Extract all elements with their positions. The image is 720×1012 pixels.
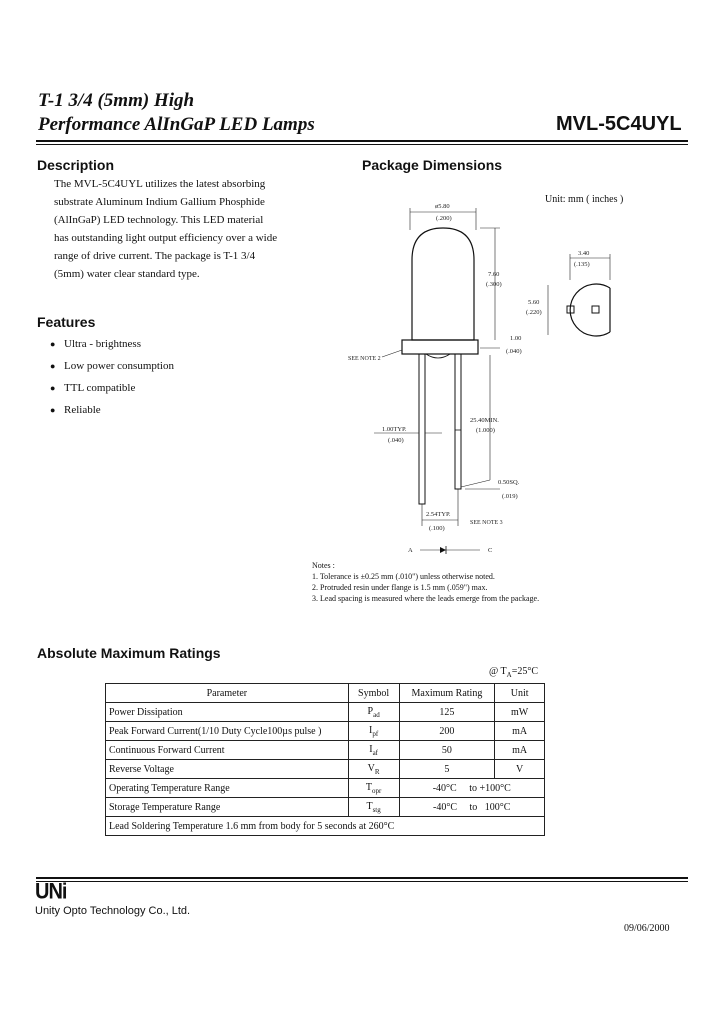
column-header: Unit <box>495 684 545 703</box>
flange-in: (.040) <box>506 348 522 355</box>
table-row <box>106 703 545 722</box>
description-body <box>54 175 304 283</box>
title-line-2: Performance AlInGaP LED Lamps <box>38 114 315 135</box>
spacing-dimension <box>422 489 458 526</box>
package-drawing <box>330 190 630 560</box>
bullet-icon: ● <box>50 383 56 393</box>
param-cell: Storage Temperature Range <box>106 798 349 817</box>
spacing-in: (.100) <box>429 525 445 532</box>
description-line: range of drive current. The package is T-1 3/4 <box>54 250 256 262</box>
symbol-cell: $I_{af}$ <box>348 741 399 760</box>
rating-cell: 5 <box>399 760 495 779</box>
see-note-3-label: SEE NOTE 3 <box>470 520 503 526</box>
features-list <box>50 333 290 421</box>
cathode-label: C <box>488 547 493 554</box>
bullet-icon: ● <box>50 361 56 371</box>
lead-length-in: (1.000) <box>476 427 495 434</box>
description-line: has outstanding light output efficiency over a wide <box>54 232 278 244</box>
package-heading: Package Dimensions <box>362 157 503 173</box>
see-note-2-label: SEE NOTE 2 <box>348 356 381 362</box>
footer-rule-thick <box>36 877 688 879</box>
feature-text: Reliable <box>64 404 101 416</box>
table-row <box>106 722 545 741</box>
bullet-icon: ● <box>50 339 56 349</box>
feature-item <box>50 333 290 355</box>
rating-cell: 125 <box>399 703 495 722</box>
body-height-in: (.300) <box>486 281 502 288</box>
unit-label: Unit: mm ( inches ) <box>545 194 624 205</box>
table-row <box>106 817 545 836</box>
spacing-mm: 2.54TYP. <box>426 511 451 518</box>
notes-title: Notes : <box>312 561 335 570</box>
body-height-mm: 7.60 <box>488 271 500 278</box>
notes-block <box>312 560 612 604</box>
param-cell: Continuous Forward Current <box>106 741 349 760</box>
description-heading: Description <box>37 157 115 173</box>
rating-cell: 50 <box>399 741 495 760</box>
param-cell: Operating Temperature Range <box>106 779 349 798</box>
anode-label: A <box>408 547 413 554</box>
led-flange <box>402 340 478 354</box>
param-cell: Power Dissipation <box>106 703 349 722</box>
description-line: substrate Aluminum Indium Gallium Phosphide <box>54 196 265 208</box>
lead-thickness-mm: 0.50SQ. <box>498 479 520 486</box>
lead-length-mm: 25.40MIN. <box>470 417 499 424</box>
column-header: Symbol <box>348 684 399 703</box>
side-dia-in: (.220) <box>526 309 542 316</box>
unit-cell: mW <box>495 703 545 722</box>
description-line: The MVL-5C4UYL utilizes the latest absorbing <box>54 178 266 190</box>
table-row <box>106 798 545 817</box>
document-date: 09/06/2000 <box>624 923 670 934</box>
unit-cell: mA <box>495 741 545 760</box>
header-rule-thin <box>36 144 688 145</box>
table-row <box>106 760 545 779</box>
column-header: Maximum Rating <box>399 684 495 703</box>
condition-suffix: =25°C <box>511 666 539 677</box>
feature-text: Ultra - brightness <box>64 338 141 350</box>
lead-cathode <box>455 354 461 489</box>
ratings-condition <box>489 666 538 679</box>
feature-item <box>50 355 290 377</box>
unit-cell: V <box>495 760 545 779</box>
side-lead-2 <box>592 306 599 313</box>
lead-anode <box>419 354 425 504</box>
description-line: (5mm) water clear standard type. <box>54 268 200 280</box>
condition-prefix: @ T <box>489 666 507 677</box>
note-line: 2. Protruded resin under flange is 1.5 mm (.059") max. <box>312 583 488 592</box>
footer-rule-thin <box>36 881 688 882</box>
symbol-cell: $I_{pf}$ <box>348 722 399 741</box>
symbol-cell: $T_{opr}$ <box>348 779 399 798</box>
lead-width-in: (.040) <box>388 437 404 444</box>
ratings-heading: Absolute Maximum Ratings <box>37 645 221 661</box>
ratings-table <box>105 683 545 836</box>
side-width-mm: 3.40 <box>578 250 590 257</box>
param-cell: Reverse Voltage <box>106 760 349 779</box>
bullet-icon: ● <box>50 405 56 415</box>
lead-width-mm: 1.00TYP. <box>382 426 407 433</box>
led-resin <box>426 354 450 358</box>
note-line: 1. Tolerance is ±0.25 mm (.010") unless otherwise noted. <box>312 572 495 581</box>
feature-item <box>50 377 290 399</box>
side-width-in: (.135) <box>574 261 590 268</box>
led-body <box>412 228 474 340</box>
column-header: Parameter <box>106 684 349 703</box>
diode-arrow-icon <box>440 547 446 553</box>
param-cell: Peak Forward Current(1/10 Duty Cycle100µs pulse ) <box>106 722 349 741</box>
table-header-row <box>106 684 545 703</box>
range-cell: -40°C to 100°C <box>399 798 544 817</box>
note-line: 3. Lead spacing is measured where the leads emerge from the package. <box>312 594 540 603</box>
footer-row-cell: Lead Soldering Temperature 1.6 mm from body for 5 seconds at 260°C <box>106 817 545 836</box>
description-line: (AlInGaP) LED technology. This LED material <box>54 214 264 226</box>
side-dia-mm: 5.60 <box>528 299 540 306</box>
lead-thickness-in: (.019) <box>502 493 518 500</box>
part-number: MVL-5C4UYL <box>556 113 682 135</box>
top-width-in: (.200) <box>436 215 452 222</box>
company-name: Unity Opto Technology Co., Ltd. <box>35 905 191 917</box>
title-line-1: T-1 3/4 (5mm) High <box>38 90 195 111</box>
rating-cell: 200 <box>399 722 495 741</box>
header-rule-thick <box>36 140 688 142</box>
flange-mm: 1.00 <box>510 335 522 342</box>
condition-sub: A <box>506 671 512 679</box>
feature-text: Low power consumption <box>64 360 174 372</box>
features-heading: Features <box>37 314 96 330</box>
feature-text: TTL compatible <box>64 382 136 394</box>
symbol-cell: $V_R$ <box>348 760 399 779</box>
table-row <box>106 741 545 760</box>
top-width-mm: ø5.80 <box>435 203 450 210</box>
company-logo: UNi <box>35 879 67 905</box>
side-view-outline <box>570 284 610 336</box>
table-row <box>106 779 545 798</box>
range-cell: -40°C to +100°C <box>399 779 544 798</box>
symbol-cell: $P_{ad}$ <box>348 703 399 722</box>
symbol-cell: $T_{stg}$ <box>348 798 399 817</box>
unit-cell: mA <box>495 722 545 741</box>
feature-item <box>50 399 290 421</box>
